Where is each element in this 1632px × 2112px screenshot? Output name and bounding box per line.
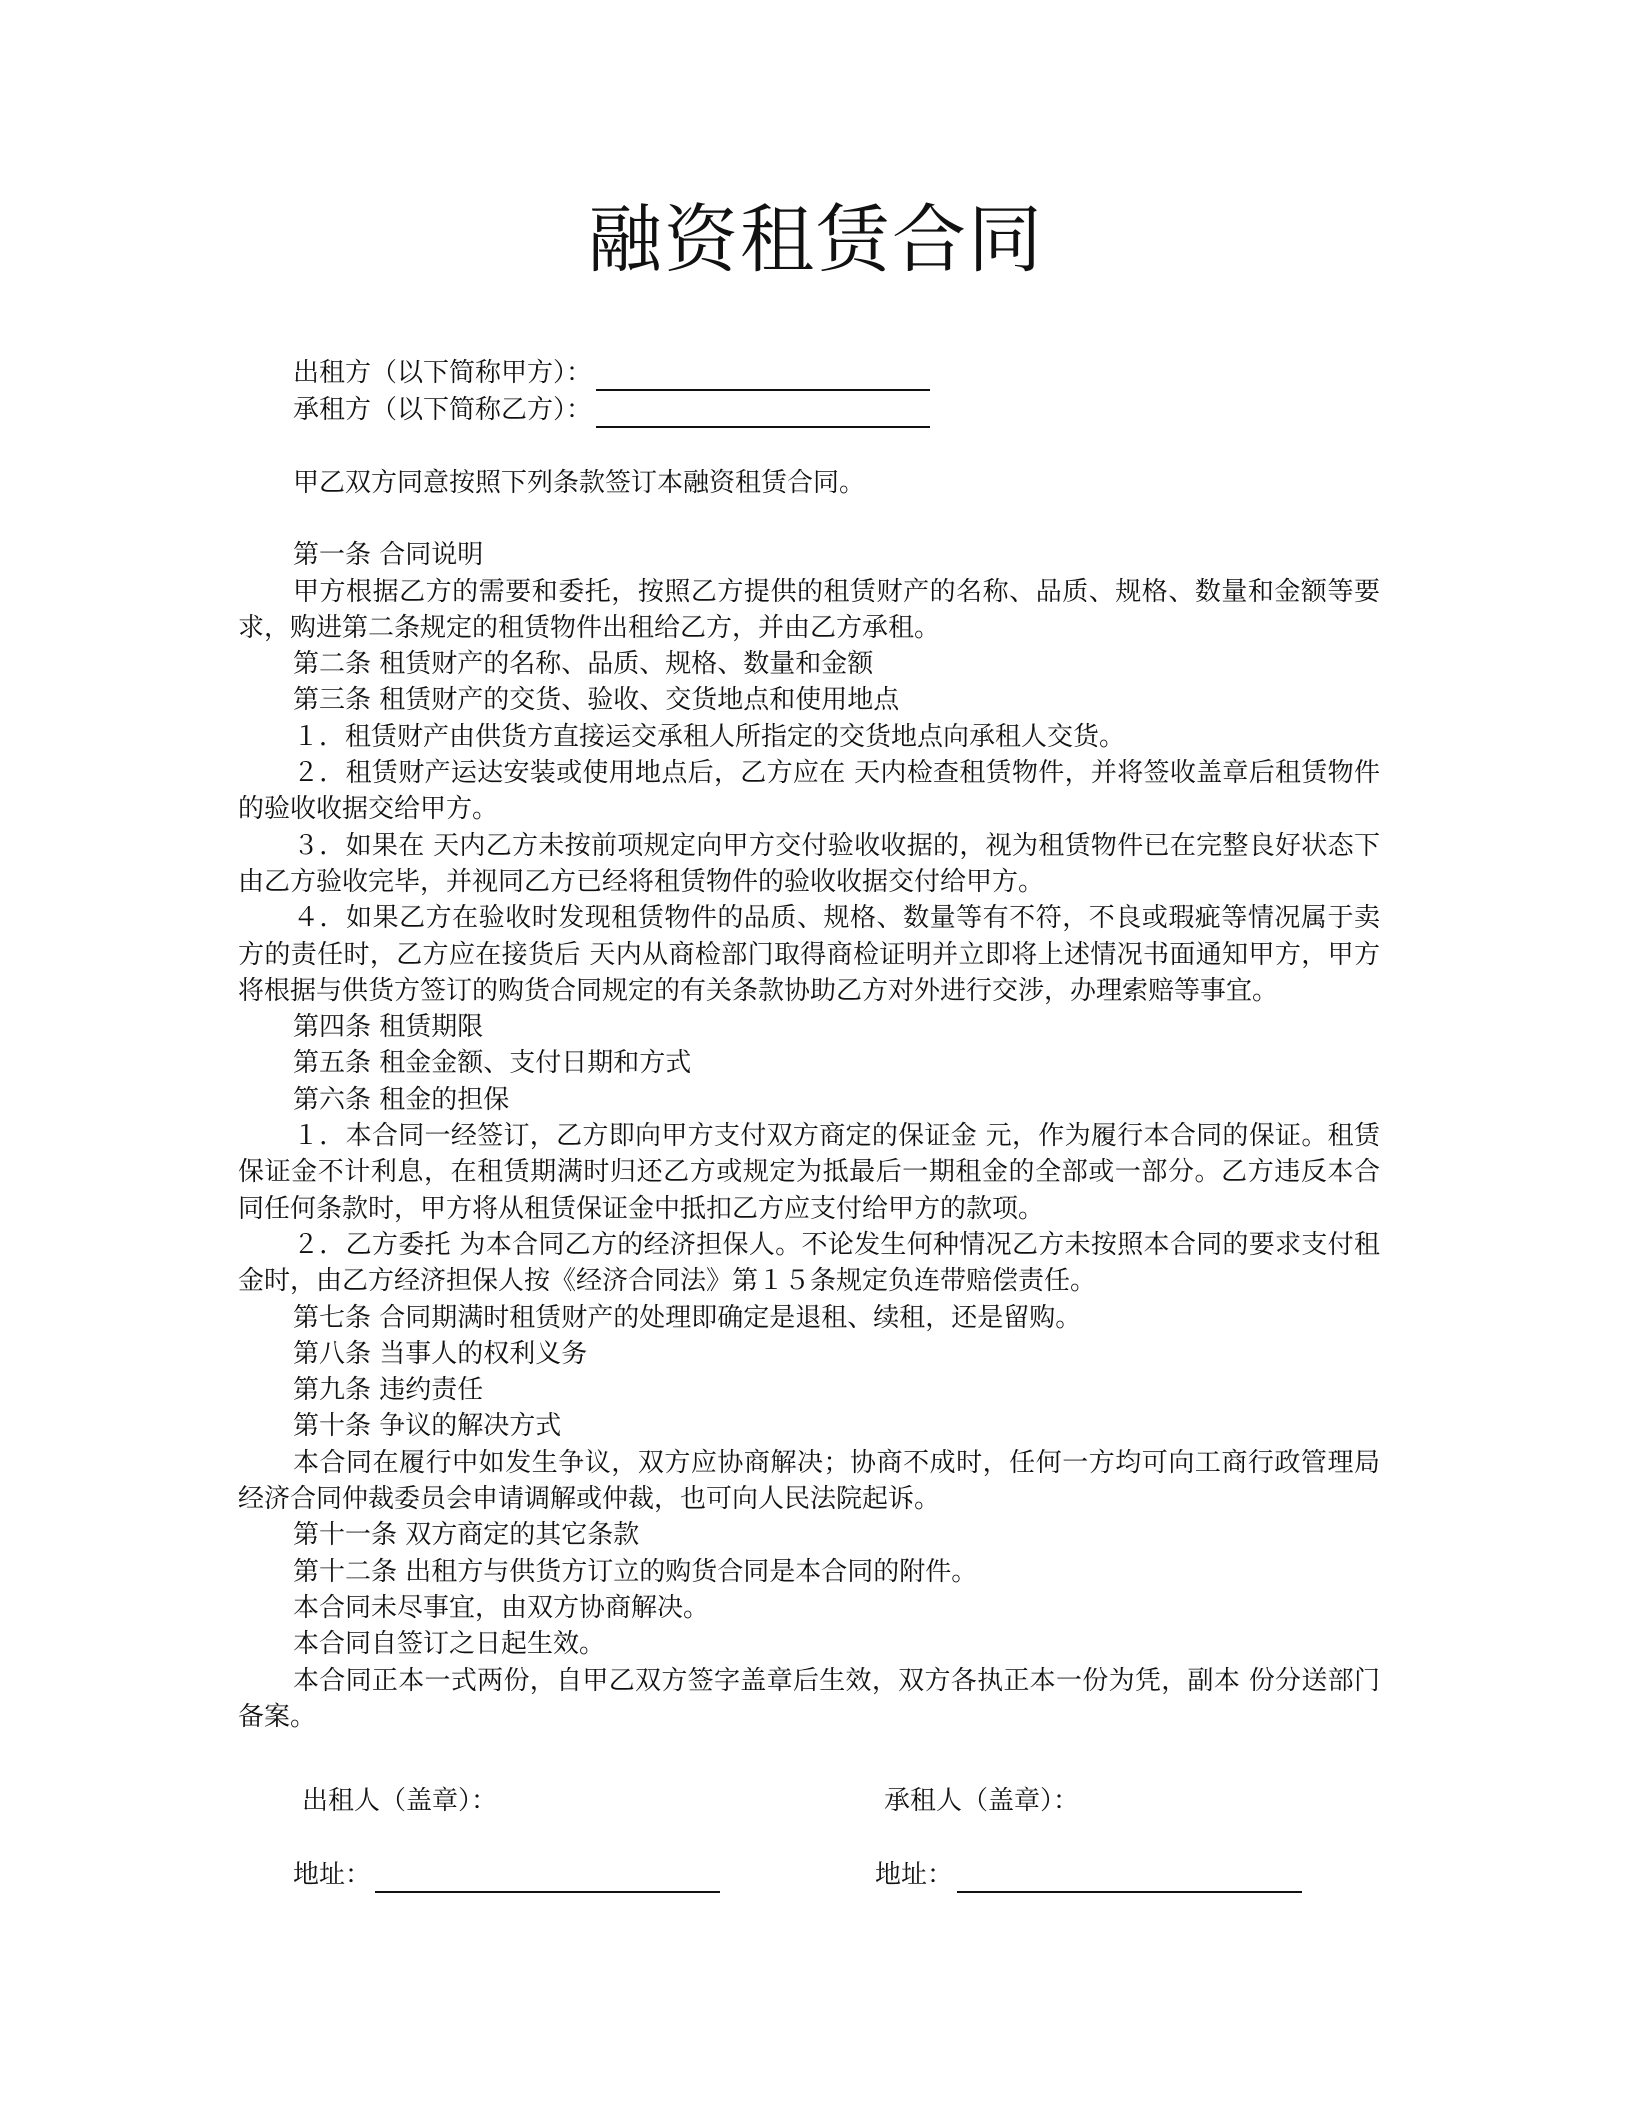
lessor-address-line: [293, 1857, 720, 1893]
lessor-name-blank[interactable]: [596, 361, 930, 391]
lessor-address-label: 地址：: [293, 1860, 372, 1890]
lessor-seal-label: 出租人（盖章）：: [302, 1786, 498, 1816]
contract-paragraph: １．本合同一经签订，乙方即向甲方支付双方商定的保证金 元，作为履行本合同的保证。租赁保证金不计利息，在租赁期满时归还乙方或规定为抵最后一期租金的全部或一部分。乙方违反本合同任何条款时，甲方将从租赁保证金中抵扣乙方应支付给甲方的款项。: [238, 1121, 1380, 1224]
contract-paragraph: 第五条 租金金额、支付日期和方式: [293, 1048, 692, 1079]
contract-paragraph: 第七条 合同期满时租赁财产的处理即确定是退租、续租，还是留购。: [293, 1302, 1082, 1333]
contract-paragraph: 第六条 租金的担保: [293, 1084, 510, 1115]
contract-paragraph: 第八条 当事人的权利义务: [293, 1338, 588, 1369]
lessee-address-blank[interactable]: [957, 1863, 1302, 1893]
contract-paragraph: 第十二条 出租方与供货方订立的购货合同是本合同的附件。: [293, 1556, 978, 1587]
contract-paragraph: 甲方根据乙方的需要和委托，按照乙方提供的租赁财产的名称、品质、规格、数量和金额等要求，购进第二条规定的租赁物件出租给乙方，并由乙方承租。: [238, 576, 1380, 643]
contract-paragraph: ２．乙方委托 为本合同乙方的经济担保人。不论发生何种情况乙方未按照本合同的要求支付租金时，由乙方经济担保人按《经济合同法》第１５条规定负连带赔偿责任。: [238, 1229, 1380, 1297]
contract-paragraph: 第二条 租赁财产的名称、品质、规格、数量和金额: [293, 649, 874, 680]
lessor-party-label: 出租方（以下简称甲方）：: [293, 358, 593, 388]
lessee-address-line: [875, 1857, 1302, 1893]
contract-paragraph: 第十一条 双方商定的其它条款: [293, 1520, 640, 1551]
lessee-party-line: [293, 392, 930, 428]
lessee-party-label: 承租方（以下简称乙方）：: [293, 395, 593, 425]
contract-body: [238, 468, 1380, 1735]
lessor-address-blank[interactable]: [375, 1863, 720, 1893]
contract-paragraph: １．租赁财产由供货方直接运交承租人所指定的交货地点向承租人交货。: [293, 721, 1126, 752]
contract-paragraph: 第十条 争议的解决方式: [293, 1411, 562, 1442]
contract-paragraph: 第九条 违约责任: [293, 1375, 484, 1406]
lessee-address-label: 地址：: [875, 1860, 954, 1890]
contract-paragraph: ３．如果在 天内乙方未按前项规定向甲方交付验收收据的，视为租赁物件已在完整良好状态下由乙方验收完毕，并视同乙方已经将租赁物件的验收收据交付给甲方。: [238, 830, 1380, 897]
contract-paragraph: 第一条 合同说明: [293, 540, 484, 571]
intro-paragraph: 甲乙双方同意按照下列条款签订本融资租赁合同。: [293, 468, 866, 498]
contract-paragraph: 本合同自签订之日起生效。: [293, 1629, 606, 1660]
contract-paragraph: 本合同未尽事宜，由双方协商解决。: [293, 1592, 710, 1623]
contract-paragraph: 第四条 租赁期限: [293, 1012, 484, 1043]
document-title: 融资租赁合同: [588, 197, 1044, 283]
contract-paragraph: 本合同在履行中如发生争议，双方应协商解决；协商不成时，任何一方均可向工商行政管理局经济合同仲裁委员会申请调解或仲裁，也可向人民法院起诉。: [238, 1447, 1380, 1515]
contract-paragraph: 第三条 租赁财产的交货、验收、交货地点和使用地点: [293, 685, 900, 716]
contract-paragraph: 本合同正本一式两份，自甲乙双方签字盖章后生效，双方各执正本一份为凭，副本 份分送部门备案。: [238, 1665, 1380, 1732]
contract-paragraph: ４．如果乙方在验收时发现租赁物件的品质、规格、数量等有不符，不良或瑕疵等情况属于卖方的责任时，乙方应在接货后 天内从商检部门取得商检证明并立即将上述情况书面通知甲方，甲方将根据与供货方签订的购货合同规定的有关条款协助乙方对外进行交涉，办理索赔等事宜。: [238, 903, 1380, 1006]
contract-paragraph: ２．租赁财产运达安装或使用地点后，乙方应在 天内检查租赁物件，并将签收盖章后租赁物件的验收收据交给甲方。: [238, 758, 1380, 825]
lessor-party-line: [293, 355, 930, 391]
lessee-seal-label: 承租人（盖章）：: [884, 1786, 1080, 1816]
lessee-name-blank[interactable]: [596, 398, 930, 428]
